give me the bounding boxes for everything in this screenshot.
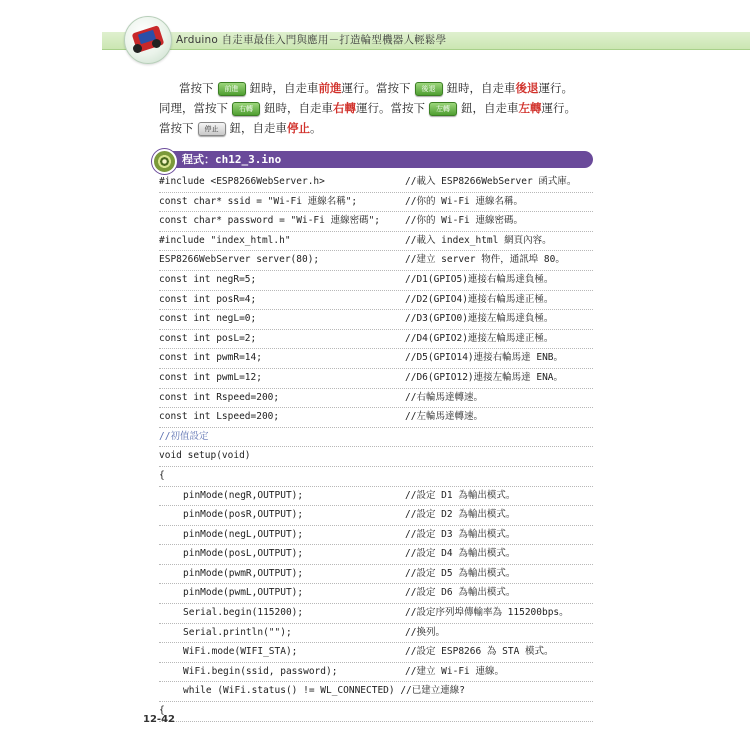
code-comment: //設定 D5 為輸出模式。 xyxy=(405,567,516,579)
keyword-stop: 停止 xyxy=(287,121,310,135)
code-line xyxy=(159,624,593,644)
code-line xyxy=(159,604,593,624)
intro-paragraph xyxy=(159,78,599,138)
code-text: const char* ssid = "Wi-Fi 連線名稱"; xyxy=(159,195,358,207)
code-line xyxy=(159,349,593,369)
code-line xyxy=(159,584,593,604)
code-text: void setup(void) xyxy=(159,450,251,462)
code-text: Serial.println(""); xyxy=(183,626,292,638)
code-line xyxy=(159,643,593,663)
code-comment: //載入 ESP8266WebServer 函式庫。 xyxy=(405,176,577,187)
left-turn-button-image: 左轉 xyxy=(429,102,457,116)
code-line xyxy=(159,545,593,565)
forward-button-image: 前進 xyxy=(218,82,246,96)
code-comment: //你的 Wi-Fi 連線密碼。 xyxy=(405,215,523,227)
code-text: const int pwmR=14; xyxy=(159,352,262,364)
keyword-right: 右轉 xyxy=(333,101,356,115)
code-text: pinMode(negR,OUTPUT); xyxy=(183,489,304,501)
code-text: pinMode(posR,OUTPUT); xyxy=(183,509,304,521)
code-comment: //建立 server 物件，通訊埠 80。 xyxy=(405,254,565,266)
code-text: WiFi.mode(WIFI_STA); xyxy=(183,646,298,658)
code-text: ESP8266WebServer server(80); xyxy=(159,254,320,266)
page-number: 12-42 xyxy=(143,714,175,725)
code-text: const int posL=2; xyxy=(159,332,257,344)
code-comment: //設定 D2 為輸出模式。 xyxy=(405,509,516,521)
code-text: pinMode(negL,OUTPUT); xyxy=(183,528,304,540)
code-text: #include "index_html.h" xyxy=(159,234,291,246)
code-comment: //D5(GPIO14)連接右輪馬達 ENB。 xyxy=(405,352,564,364)
program-disc-icon xyxy=(152,149,177,174)
code-line xyxy=(159,369,593,389)
running-header-title: Arduino 自走車最佳入門與應用－打造輪型機器人輕鬆學 xyxy=(176,34,447,46)
code-comment: //換列。 xyxy=(405,626,445,638)
stop-button-image: 停止 xyxy=(198,122,226,136)
code-text: Serial.begin(115200); xyxy=(183,607,304,619)
code-line xyxy=(159,526,593,546)
code-line xyxy=(159,330,593,350)
code-comment: //設定 D1 為輸出模式。 xyxy=(405,489,516,501)
code-comment: //D2(GPIO4)連接右輪馬達正極。 xyxy=(405,293,554,305)
code-text: const int posR=4; xyxy=(159,293,257,305)
code-comment: //你的 Wi-Fi 連線名稱。 xyxy=(405,195,523,207)
code-text: const int negR=5; xyxy=(159,273,257,285)
robot-car-logo-icon xyxy=(124,16,172,64)
code-comment: //D4(GPIO2)連接左輪馬達正極。 xyxy=(405,332,554,344)
code-line xyxy=(159,193,593,213)
intro-line-2: 同理，當按下 右轉 鈕時，自走車右轉運行。當按下 左轉 鈕，自走車左轉運行。 xyxy=(159,101,576,115)
code-comment: //建立 Wi-Fi 連線。 xyxy=(405,665,504,677)
code-comment: //載入 index_html 網頁內容。 xyxy=(405,234,552,246)
code-comment: //設定 D4 為輸出模式。 xyxy=(405,548,516,560)
code-text: const int Lspeed=200; xyxy=(159,411,280,423)
code-comment: //D6(GPIO12)連接左輪馬達 ENA。 xyxy=(405,371,564,383)
code-text: pinMode(pwmL,OUTPUT); xyxy=(183,587,304,599)
code-comment: //設定 D6 為輸出模式。 xyxy=(405,587,516,599)
code-text: { xyxy=(159,705,165,717)
code-line xyxy=(159,408,593,428)
code-line xyxy=(159,702,593,722)
keyword-backward: 後退 xyxy=(515,81,539,95)
code-line xyxy=(159,310,593,330)
code-line xyxy=(159,291,593,311)
code-comment: //左輪馬達轉速。 xyxy=(405,411,483,423)
header-band-rule xyxy=(102,49,750,50)
code-text: const char* password = "Wi-Fi 連線密碼"; xyxy=(159,215,381,227)
code-text: const int negL=0; xyxy=(159,313,257,325)
code-line xyxy=(159,682,593,702)
code-line xyxy=(159,447,593,467)
code-line xyxy=(159,428,593,448)
code-comment: //設定 ESP8266 為 STA 模式。 xyxy=(405,646,554,658)
code-line xyxy=(159,487,593,507)
code-text: pinMode(pwmR,OUTPUT); xyxy=(183,567,304,579)
code-text: while (WiFi.status() != WL_CONNECTED) //已建立連線? xyxy=(183,685,465,697)
code-text: const int pwmL=12; xyxy=(159,371,262,383)
code-line xyxy=(159,389,593,409)
code-listing xyxy=(159,173,593,722)
intro-line-1: 當按下 前進 鈕時，自走車前進運行。當按下 後退 鈕時，自走車後退運行。 xyxy=(179,81,573,95)
code-comment: //D1(GPIO5)連接右輪馬達負極。 xyxy=(405,273,554,285)
code-line xyxy=(159,506,593,526)
code-line xyxy=(159,663,593,683)
code-line xyxy=(159,251,593,271)
right-turn-button-image: 右轉 xyxy=(232,102,260,116)
code-text: //初值設定 xyxy=(159,430,209,442)
program-title: 程式：ch12_3.ino xyxy=(182,153,282,166)
code-line xyxy=(159,232,593,252)
code-comment: //設定序列埠傳輸率為 115200bps。 xyxy=(405,607,569,619)
keyword-forward: 前進 xyxy=(318,81,342,95)
backward-button-image: 後退 xyxy=(415,82,443,96)
code-line xyxy=(159,565,593,585)
code-comment: //右輪馬達轉速。 xyxy=(405,391,483,403)
code-comment: //設定 D3 為輸出模式。 xyxy=(405,528,516,540)
code-text: const int Rspeed=200; xyxy=(159,391,280,403)
code-line xyxy=(159,467,593,487)
intro-line-3: 當按下 停止 鈕，自走車停止。 xyxy=(159,121,322,135)
code-comment: //D3(GPIO0)連接左輪馬達負極。 xyxy=(405,313,554,325)
code-line xyxy=(159,173,593,193)
code-text: WiFi.begin(ssid, password); xyxy=(183,665,338,677)
code-text: pinMode(posL,OUTPUT); xyxy=(183,548,304,560)
keyword-left: 左轉 xyxy=(518,101,542,115)
code-text: { xyxy=(159,469,165,481)
code-line xyxy=(159,212,593,232)
code-text: #include <ESP8266WebServer.h> xyxy=(159,176,325,187)
code-line xyxy=(159,271,593,291)
